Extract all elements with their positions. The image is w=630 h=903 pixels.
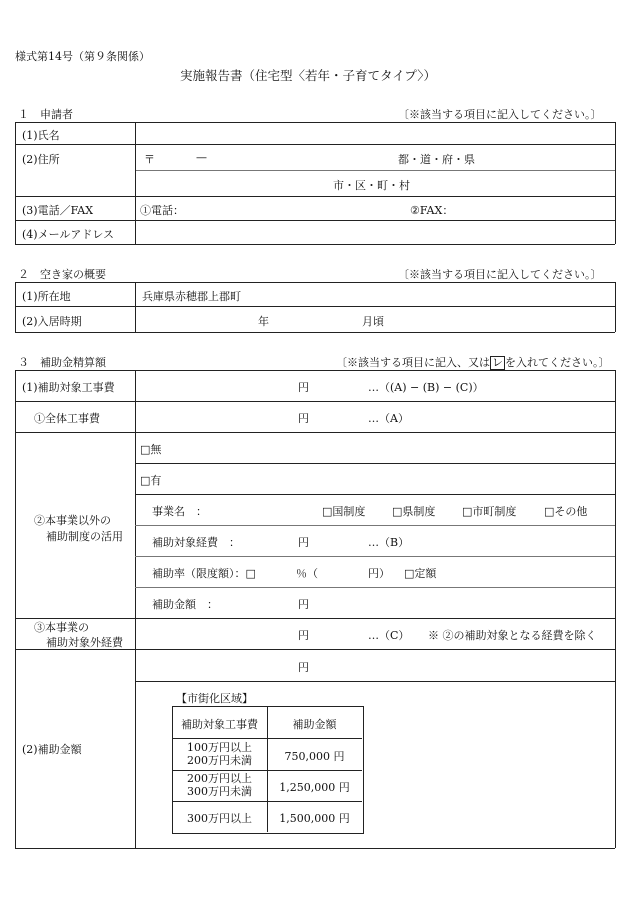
- section3-note-tail: を入れてください。〕: [505, 356, 610, 369]
- option-yes-checkbox[interactable]: □有: [140, 474, 162, 487]
- table-row: [172, 741, 267, 767]
- target-cost-yen: 円: [298, 381, 309, 394]
- city-suffix: 市・区・町・村: [333, 179, 410, 192]
- covered-expense-formula: …（B）: [368, 536, 410, 549]
- phone-sub-label: ①電話：: [140, 204, 184, 217]
- subsidy-label: (2)補助金額: [22, 743, 82, 756]
- prefecture-system-checkbox[interactable]: □県制度: [392, 505, 436, 518]
- urban-row2-range-1: 200万円以上: [187, 772, 252, 785]
- section2-note: 〔※該当する項目に記入してください。〕: [398, 268, 602, 281]
- rate-percent: ％（: [296, 567, 318, 580]
- urban-header-cost: 補助対象工事費: [181, 718, 258, 731]
- urban-header-amount: 補助金額: [292, 718, 337, 731]
- location-value: 兵庫県赤穂郡上郡町: [142, 290, 241, 303]
- form-number: 様式第14号（第９条関係）: [15, 50, 150, 63]
- outside-cost-note: ※ ②の補助対象となる経費を除く: [428, 629, 597, 642]
- address-label: (2)住所: [22, 153, 60, 166]
- option-none-checkbox[interactable]: □無: [140, 443, 162, 456]
- urban-row3-amount: 1,500,000 円: [279, 812, 350, 825]
- covered-expense-yen: 円: [298, 536, 309, 549]
- section1-heading: １ 申請者: [18, 108, 73, 121]
- target-cost-label: (1)補助対象工事費: [22, 381, 115, 394]
- name-field[interactable]: [144, 127, 609, 141]
- outside-cost-label-2: 補助対象外経費: [46, 636, 123, 649]
- subsidy-amount-label: 補助金額 ：: [152, 598, 218, 611]
- section3-heading: ３ 補助金精算額: [18, 356, 106, 369]
- fax-field[interactable]: [452, 200, 607, 216]
- fax-sub-label: ②FAX：: [410, 204, 454, 217]
- target-cost-formula: …（(A) − (B) − (C)）: [368, 381, 484, 394]
- outside-cost-yen: 円: [298, 629, 309, 642]
- subsidy-field[interactable]: [144, 656, 294, 674]
- urban-row1-amount: 750,000 円: [284, 750, 345, 763]
- urban-row2-amount: 1,250,000 円: [279, 781, 350, 794]
- covered-expense-label: 補助対象経費 ：: [152, 536, 240, 549]
- outside-cost-label-1: ③本事業の: [34, 621, 89, 634]
- year-unit: 年: [258, 315, 269, 328]
- email-label: (4)メールアドレス: [22, 228, 115, 241]
- urban-row3-range-1: 300万円以上: [187, 812, 252, 825]
- section3-note-text: 〔※該当する項目に記入、又は: [336, 356, 490, 369]
- rate-yen-close: 円）: [368, 567, 390, 580]
- urban-row1-range-2: 200万円未満: [187, 754, 252, 767]
- table-row: [172, 772, 267, 798]
- move-in-label: (2)入居時期: [22, 315, 82, 328]
- project-name-label: 事業名 ：: [152, 505, 207, 518]
- phone-field[interactable]: [196, 200, 396, 216]
- postal-mark: 〒: [144, 153, 155, 166]
- address-line1-field[interactable]: [144, 149, 604, 167]
- fixed-amount-checkbox[interactable]: □定額: [404, 567, 437, 580]
- national-system-checkbox[interactable]: □国制度: [322, 505, 366, 518]
- location-label: (1)所在地: [22, 290, 71, 303]
- municipal-system-checkbox[interactable]: □市町制度: [462, 505, 517, 518]
- total-cost-formula: …（A）: [368, 412, 409, 425]
- target-cost-field[interactable]: [144, 376, 294, 394]
- check-sample-box: レ: [492, 356, 503, 369]
- outside-cost-field[interactable]: [144, 624, 294, 642]
- subsidy-amount-yen: 円: [298, 598, 309, 611]
- urban-row1-range-1: 100万円以上: [187, 741, 252, 754]
- page-title: 実施報告書（住宅型〈若年・子育てタイプ〉）: [180, 68, 437, 83]
- outside-cost-formula: …（C）: [368, 629, 410, 642]
- other-subsidy-label-1: ②本事業以外の: [34, 514, 111, 527]
- address-line2-field[interactable]: [144, 174, 604, 192]
- urban-row2-range-2: 300万円未満: [187, 785, 252, 798]
- phone-fax-label: (3)電話／FAX: [22, 204, 94, 217]
- prefecture-suffix: 都・道・府・県: [398, 153, 475, 166]
- month-unit: 月頃: [362, 315, 384, 328]
- subsidy-yen: 円: [298, 661, 309, 674]
- total-cost-yen: 円: [298, 412, 309, 425]
- rate-label: 補助率（限度額）：□: [152, 567, 256, 580]
- move-in-field[interactable]: [144, 310, 604, 328]
- section1-note: 〔※該当する項目に記入してください。〕: [398, 108, 602, 121]
- total-cost-label: ①全体工事費: [34, 412, 100, 425]
- total-cost-field[interactable]: [144, 407, 294, 425]
- email-field[interactable]: [144, 224, 604, 240]
- name-label: (1)氏名: [22, 129, 60, 142]
- section3-note: [336, 354, 610, 370]
- urban-table-title: 【市街化区域】: [176, 692, 253, 705]
- other-subsidy-label-2: 補助制度の活用: [46, 530, 123, 543]
- section2-heading: ２ 空き家の概要: [18, 268, 106, 281]
- postal-dash: —: [196, 151, 207, 164]
- other-system-checkbox[interactable]: □その他: [544, 505, 588, 518]
